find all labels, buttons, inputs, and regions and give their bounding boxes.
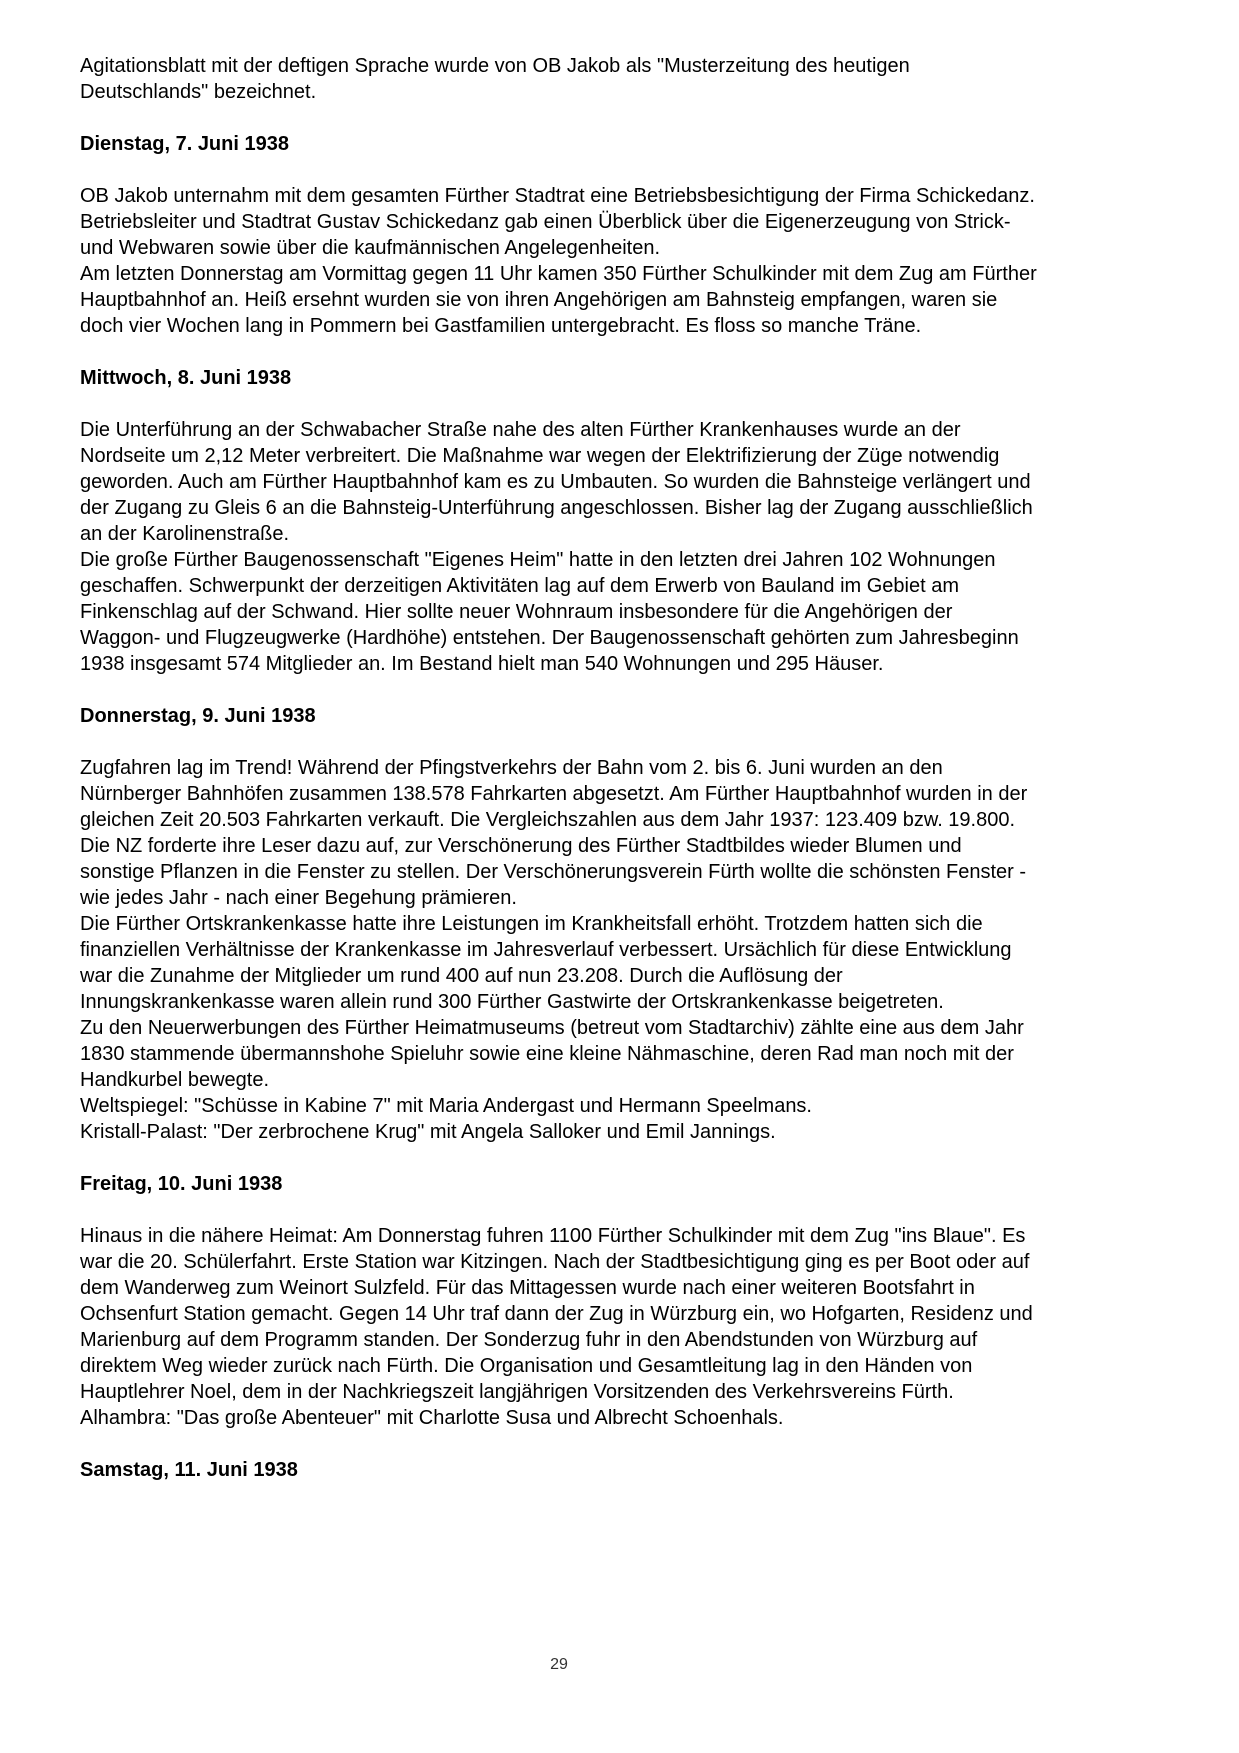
section-mittwoch-8-juni [80, 365, 1038, 677]
paragraph: Zugfahren lag im Trend! Während der Pfingstverkehrs der Bahn vom 2. bis 6. Juni wurden an den Nürnberger Bahnhöfen zusammen 138.578 Fahrkarten abgesetzt. Am Fürther Hauptbahnhof wurden in der gleichen Zeit 20.503 Fahrkarten verkauft. Die Vergleichszahlen aus dem Jahr 1937: 123.409 bzw. 19.800. [80, 757, 1028, 831]
paragraph: Die NZ forderte ihre Leser dazu auf, zur Verschönerung des Fürther Stadtbildes wieder Blumen und sonstige Pflanzen in die Fenster zu stellen. Der Verschönerungsverein Fürth wollte die schönsten Fenster - wie jedes Jahr - nach einer Begehung prämieren. [80, 835, 1027, 909]
document-body [80, 53, 1038, 1509]
page-number: 29 [550, 1656, 568, 1673]
section-heading: Freitag, 10. Juni 1938 [80, 1173, 283, 1195]
paragraph: Weltspiegel: "Schüsse in Kabine 7" mit Maria Andergast und Hermann Speelmans. [80, 1095, 812, 1117]
paragraph: Zu den Neuerwerbungen des Fürther Heimatmuseums (betreut vom Stadtarchiv) zählte eine aus dem Jahr 1830 stammende übermannshohe Spieluhr sowie eine kleine Nähmaschine, deren Rad man noch mit der Handkurbel bewegte. [80, 1017, 1024, 1091]
paragraph: OB Jakob unternahm mit dem gesamten Fürther Stadtrat eine Betriebsbesichtigung der Firma Schickedanz. Betriebsleiter und Stadtrat Gustav Schickedanz gab einen Überblick über die Eigenerzeugung von Strick- und Webwaren sowie über die kaufmännischen Angelegenheiten. [80, 185, 1035, 259]
section-heading: Samstag, 11. Juni 1938 [80, 1459, 298, 1481]
paragraph: Die Unterführung an der Schwabacher Straße nahe des alten Fürther Krankenhauses wurde an der Nordseite um 2,12 Meter verbreitert. Die Maßnahme war wegen der Elektrifizierung der Züge notwendig geworden. Auch am Fürther Hauptbahnhof kam es zu Umbauten. So wurden die Bahnsteige verlängert und der Zugang zu Gleis 6 an die Bahnsteig-Unterführung angeschlossen. Bisher lag der Zugang ausschließlich an der Karolinenstraße. [80, 419, 1033, 545]
paragraph: Die Fürther Ortskrankenkasse hatte ihre Leistungen im Krankheitsfall erhöht. Trotzdem hatten sich die finanziellen Verhältnisse der Krankenkasse im Jahresverlauf verbessert. Ursächlich für diese Entwicklung war die Zunahme der Mitglieder um rund 400 auf nun 23.208. Durch die Auflösung der Innungskrankenkasse waren allein rund 300 Fürther Gastwirte der Ortskrankenkasse beigetreten. [80, 913, 1012, 1013]
intro-paragraph: Agitationsblatt mit der deftigen Sprache wurde von OB Jakob als "Musterzeitung des heutigen Deutschlands" bezeichnet. [80, 55, 910, 103]
paragraph: Am letzten Donnerstag am Vormittag gegen 11 Uhr kamen 350 Fürther Schulkinder mit dem Zug am Fürther Hauptbahnhof an. Heiß ersehnt wurden sie von ihren Angehörigen am Bahnsteig empfangen, waren sie doch vier Wochen lang in Pommern bei Gastfamilien untergebracht. Es floss so manche Träne. [80, 263, 1037, 337]
paragraph: Alhambra: "Das große Abenteuer" mit Charlotte Susa und Albrecht Schoenhals. [80, 1407, 784, 1429]
paragraph: Kristall-Palast: "Der zerbrochene Krug" mit Angela Salloker und Emil Jannings. [80, 1121, 776, 1143]
section-donnerstag-9-juni [80, 703, 1038, 1145]
section-freitag-10-juni [80, 1171, 1038, 1431]
paragraph: Hinaus in die nähere Heimat: Am Donnerstag fuhren 1100 Fürther Schulkinder mit dem Zug "ins Blaue". Es war die 20. Schülerfahrt. Erste Station war Kitzingen. Nach der Stadtbesichtigung ging es per Boot oder auf dem Wanderweg zum Weinort Sulzfeld. Für das Mittagessen wurde nach einer weiteren Bootsfahrt in Ochsenfurt Station gemacht. Gegen 14 Uhr traf dann der Zug in Würzburg ein, wo Hofgarten, Residenz und Marienburg auf dem Programm standen. Der Sonderzug fuhr in den Abendstunden von Würzburg auf direktem Weg wieder zurück nach Fürth. Die Organisation und Gesamtleitung lag in den Händen von Hauptlehrer Noel, dem in der Nachkriegszeit langjährigen Vorsitzenden des Verkehrsvereins Fürth. [80, 1225, 1033, 1403]
paragraph: Die große Fürther Baugenossenschaft "Eigenes Heim" hatte in den letzten drei Jahren 102 Wohnungen geschaffen. Schwerpunkt der derzeitigen Aktivitäten lag auf dem Erwerb von Bauland im Gebiet am Finkenschlag auf der Schwand. Hier sollte neuer Wohnraum insbesondere für die Angehörigen der Waggon- und Flugzeugwerke (Hardhöhe) entstehen. Der Baugenossenschaft gehörten zum Jahresbeginn 1938 insgesamt 574 Mitglieder an. Im Bestand hielt man 540 Wohnungen und 295 Häuser. [80, 549, 1019, 675]
section-samstag-11-juni [80, 1457, 1038, 1483]
section-heading: Mittwoch, 8. Juni 1938 [80, 367, 292, 389]
section-heading: Donnerstag, 9. Juni 1938 [80, 705, 316, 727]
section-heading: Dienstag, 7. Juni 1938 [80, 133, 289, 155]
section-dienstag-7-juni [80, 131, 1038, 339]
